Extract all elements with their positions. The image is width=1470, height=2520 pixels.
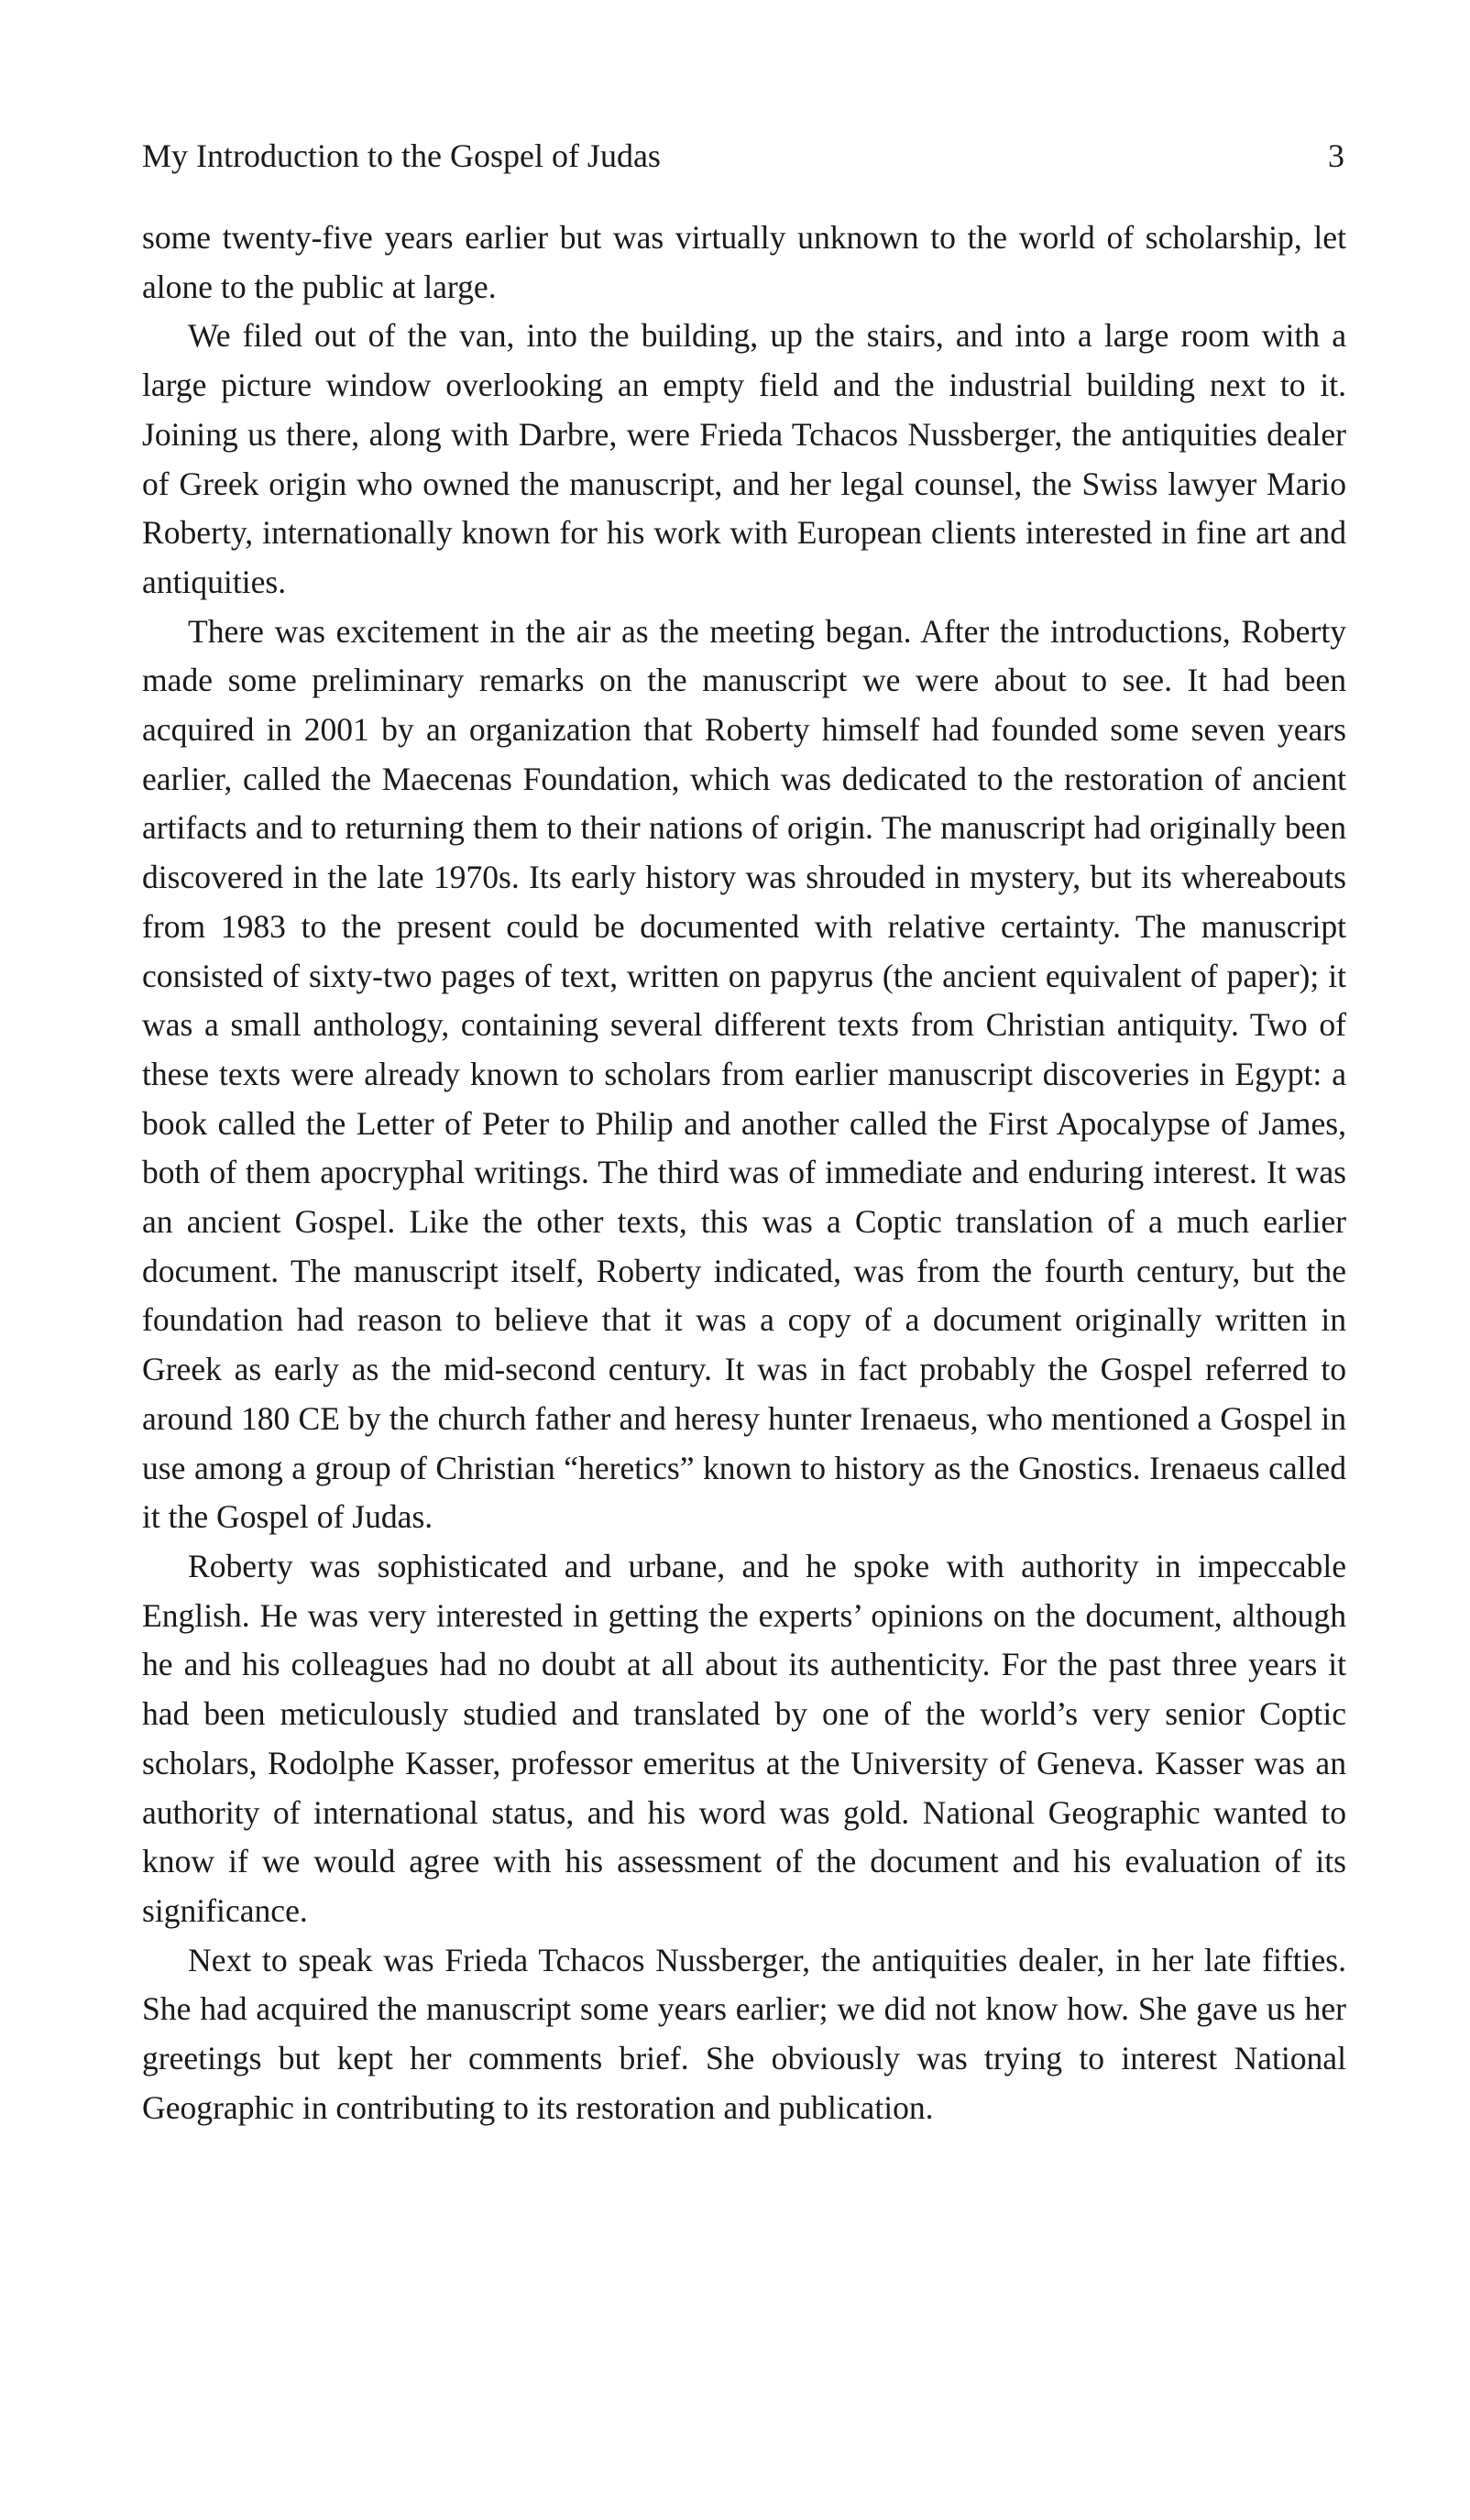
paragraph: Next to speak was Frieda Tchacos Nussberger, the antiquities dealer, in her late fifties. She had acquired the manuscript some years earlier; we did not know how. She gave us her greetings but kept her comments brief. She obviously was trying to interest National Geographic in contributing to its restoration and publication. — [142, 1941, 1346, 2126]
paragraph-continuation: some twenty-five years earlier but was virtually unknown to the world of scholarship, let alone to the public at large. — [142, 219, 1346, 305]
running-title: My Introduction to the Gospel of Judas — [142, 137, 661, 174]
running-head — [142, 128, 1344, 183]
body-text — [142, 214, 1346, 2132]
page-number: 3 — [1328, 137, 1344, 174]
paragraph: Roberty was sophisticated and urbane, and he spoke with authority in impeccable English. He was very interested in getting the experts’ opinions on the document, although he and his colleagues had no doubt at all about its authenticity. For the past three years it had been meticulously studied and translated by one of the world’s very senior Coptic scholars, Rodolphe Kasser, professor emeritus at the University of Geneva. Kasser was an authority of international status, and his word was gold. National Geographic wanted to know if we would agree with his assessment of the document and his evaluation of its significance. — [142, 1547, 1346, 1929]
paragraph: There was excitement in the air as the meeting began. After the introductions, Roberty made some preliminary remarks on the manuscript we were about to see. It had been acquired in 2001 by an organization that Roberty himself had founded some seven years earlier, called the Maecenas Foundation, which was dedicated to the restoration of ancient artifacts and to returning them to their nations of origin. The manuscript had originally been discovered in the late 1970s. Its early history was shrouded in mystery, but its whereabouts from 1983 to the present could be documented with relative certainty. The manuscript consisted of sixty-two pages of text, written on papyrus (the ancient equivalent of paper); it was a small anthology, containing several different texts from Christian antiquity. Two of these texts were already known to scholars from earlier manuscript discoveries in Egypt: a book called the Letter of Peter to Philip and another called the First Apocalypse of James, both of them apocryphal writings. The third was of immediate and enduring interest. It was an ancient Gospel. Like the other texts, this was a Coptic translation of a much earlier document. The manuscript itself, Roberty indicated, was from the fourth century, but the foundation had reason to believe that it was a copy of a document originally written in Greek as early as the mid-second century. It was in fact probably the Gospel referred to around 180 CE by the church father and heresy hunter Irenaeus, who mentioned a Gospel in use among a group of Christian “heretics” known to history as the Gnostics. Irenaeus called it the Gospel of Judas. — [142, 612, 1346, 1536]
paragraph: We filed out of the van, into the building, up the stairs, and into a large room with a large picture window overlooking an empty field and the industrial building next to it. Joining us there, along with Darbre, were Frieda Tchacos Nussberger, the antiquities dealer of Greek origin who owned the manuscript, and her legal counsel, the Swiss lawyer Mario Roberty, internationally known for his work with European clients interested in fine art and antiquities. — [142, 317, 1346, 600]
